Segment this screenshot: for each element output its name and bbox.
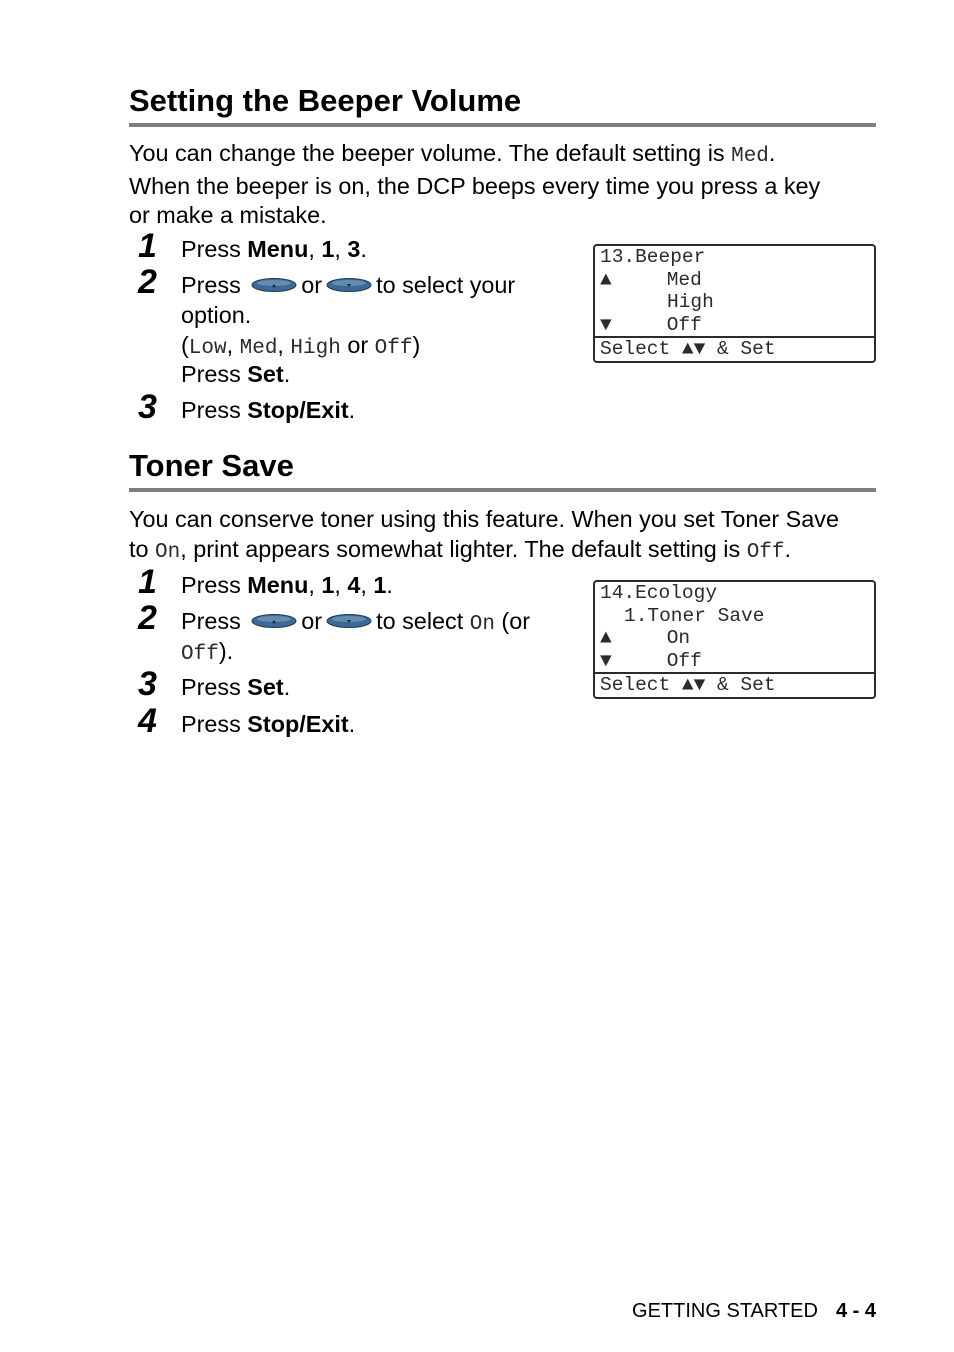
- separator: .: [348, 397, 356, 423]
- step-text: Press: [181, 272, 248, 298]
- intro-text: , print appears somewhat lighter. The default setting is: [180, 535, 747, 562]
- separator: ,: [334, 572, 348, 598]
- separator: ,: [360, 572, 374, 598]
- lcd-footer: Select ▲▼ & Set: [595, 672, 874, 697]
- key-name: 3: [347, 236, 361, 262]
- lcd-line: 14.Ecology: [600, 582, 718, 604]
- intro-text: When the beeper is on, the DCP beeps every time you press a key: [129, 172, 821, 199]
- key-name: Set: [247, 361, 284, 387]
- option-high: High: [290, 337, 341, 360]
- step-number: 4: [138, 702, 157, 740]
- key-name: 4: [347, 572, 361, 598]
- lcd-up-arrow: ▲: [600, 627, 612, 649]
- option-on: On: [469, 613, 495, 636]
- default-value: Med: [731, 145, 769, 168]
- intro-text: .: [768, 140, 776, 166]
- step-instruction: [181, 234, 367, 264]
- step-number: 1: [138, 227, 157, 265]
- lcd-up-arrow: ▲: [600, 268, 612, 291]
- separator: ,: [334, 236, 348, 262]
- key-name: 1: [373, 572, 387, 598]
- step-text: Press: [181, 674, 248, 700]
- step-instruction-cont: [181, 636, 233, 670]
- step-text: (or: [494, 608, 531, 634]
- page-footer: [560, 1300, 876, 1323]
- paren: ).: [218, 638, 234, 664]
- separator: ,: [308, 236, 322, 262]
- step-text: Press: [181, 572, 248, 598]
- intro-text: to: [129, 535, 156, 562]
- step-text: or: [301, 608, 323, 634]
- lcd-option: Off: [666, 649, 702, 672]
- step-text: Press: [181, 236, 248, 262]
- separator: ,: [226, 332, 240, 358]
- lcd-line: [595, 291, 874, 314]
- navigation-down-key-icon: [326, 277, 372, 293]
- lcd-option: Med: [666, 268, 702, 291]
- lcd-line: [595, 627, 874, 650]
- step-text: or: [301, 272, 323, 298]
- step-instruction: [181, 672, 290, 702]
- lcd-display-ecology: [593, 580, 876, 699]
- separator: .: [360, 236, 367, 262]
- key-name: Menu: [247, 572, 309, 598]
- step-instruction: [181, 570, 393, 600]
- lcd-line: [595, 269, 874, 292]
- step-instruction-cont: [181, 359, 290, 389]
- option-low: Low: [188, 337, 227, 360]
- key-name: 1: [321, 236, 335, 262]
- step-number: 2: [138, 263, 157, 301]
- step-number: 2: [138, 599, 157, 637]
- intro-text: or make a mistake.: [129, 202, 327, 228]
- lcd-footer: Select ▲▼ & Set: [595, 336, 874, 361]
- intro-text: You can change the beeper volume. The default setting is: [129, 140, 732, 166]
- lcd-down-arrow: ▼: [600, 313, 612, 336]
- footer-section: GETTING STARTED: [632, 1300, 818, 1322]
- separator: .: [283, 674, 291, 700]
- value-on: On: [155, 540, 181, 564]
- key-name: Menu: [247, 236, 309, 262]
- separator: or: [340, 332, 375, 358]
- step-number: 3: [138, 665, 157, 703]
- lcd-line: [595, 605, 874, 628]
- step-instruction: [181, 270, 515, 300]
- navigation-down-key-icon: [326, 613, 372, 629]
- paren: (: [181, 332, 189, 358]
- key-name: Set: [247, 674, 284, 700]
- step-text: Press: [181, 361, 248, 387]
- default-value: Off: [746, 540, 785, 564]
- key-name: Stop/Exit: [247, 711, 349, 737]
- lcd-display-beeper: [593, 244, 876, 363]
- step-instruction-cont: option.: [181, 302, 252, 328]
- intro-text: You can conserve toner using this feature. When you set Toner Save: [129, 506, 839, 532]
- option-med: Med: [239, 337, 278, 360]
- separator: .: [348, 711, 356, 737]
- lcd-option: Off: [666, 313, 702, 336]
- step-number: 1: [138, 563, 157, 601]
- separator: .: [283, 361, 291, 387]
- step-instruction: [181, 709, 355, 739]
- toner-intro-paragraph: [129, 505, 879, 567]
- step-instruction: [181, 606, 530, 640]
- intro-text: .: [784, 535, 792, 562]
- paren: ): [412, 332, 421, 358]
- option-off: Off: [374, 337, 413, 360]
- step-text: Press: [181, 397, 248, 423]
- section-title-toner-save: Toner Save: [129, 448, 876, 492]
- lcd-down-arrow: ▼: [600, 649, 612, 672]
- navigation-up-key-icon: [251, 277, 297, 293]
- lcd-line: 13.Beeper: [600, 246, 706, 268]
- separator: ,: [277, 332, 291, 358]
- option-off: Off: [181, 643, 219, 666]
- page-number: 4 - 4: [835, 1300, 876, 1322]
- separator: .: [386, 572, 393, 598]
- lcd-line: [595, 314, 874, 337]
- key-name: Stop/Exit: [247, 397, 349, 423]
- step-text: to select: [376, 608, 470, 634]
- section-title-beeper-volume: Setting the Beeper Volume: [129, 83, 876, 127]
- lcd-line: [595, 650, 874, 673]
- step-text: Press: [181, 608, 248, 634]
- step-text: to select your: [376, 272, 516, 298]
- lcd-submenu: 1.Toner Save: [624, 604, 765, 627]
- step-instruction: [181, 395, 355, 425]
- lcd-option: On: [666, 627, 691, 649]
- step-number: 3: [138, 388, 157, 426]
- key-name: 1: [321, 572, 335, 598]
- lcd-option: High: [667, 291, 714, 313]
- navigation-up-key-icon: [251, 613, 297, 629]
- beeper-intro-paragraph: [129, 139, 879, 231]
- step-text: Press: [181, 711, 248, 737]
- separator: ,: [308, 572, 322, 598]
